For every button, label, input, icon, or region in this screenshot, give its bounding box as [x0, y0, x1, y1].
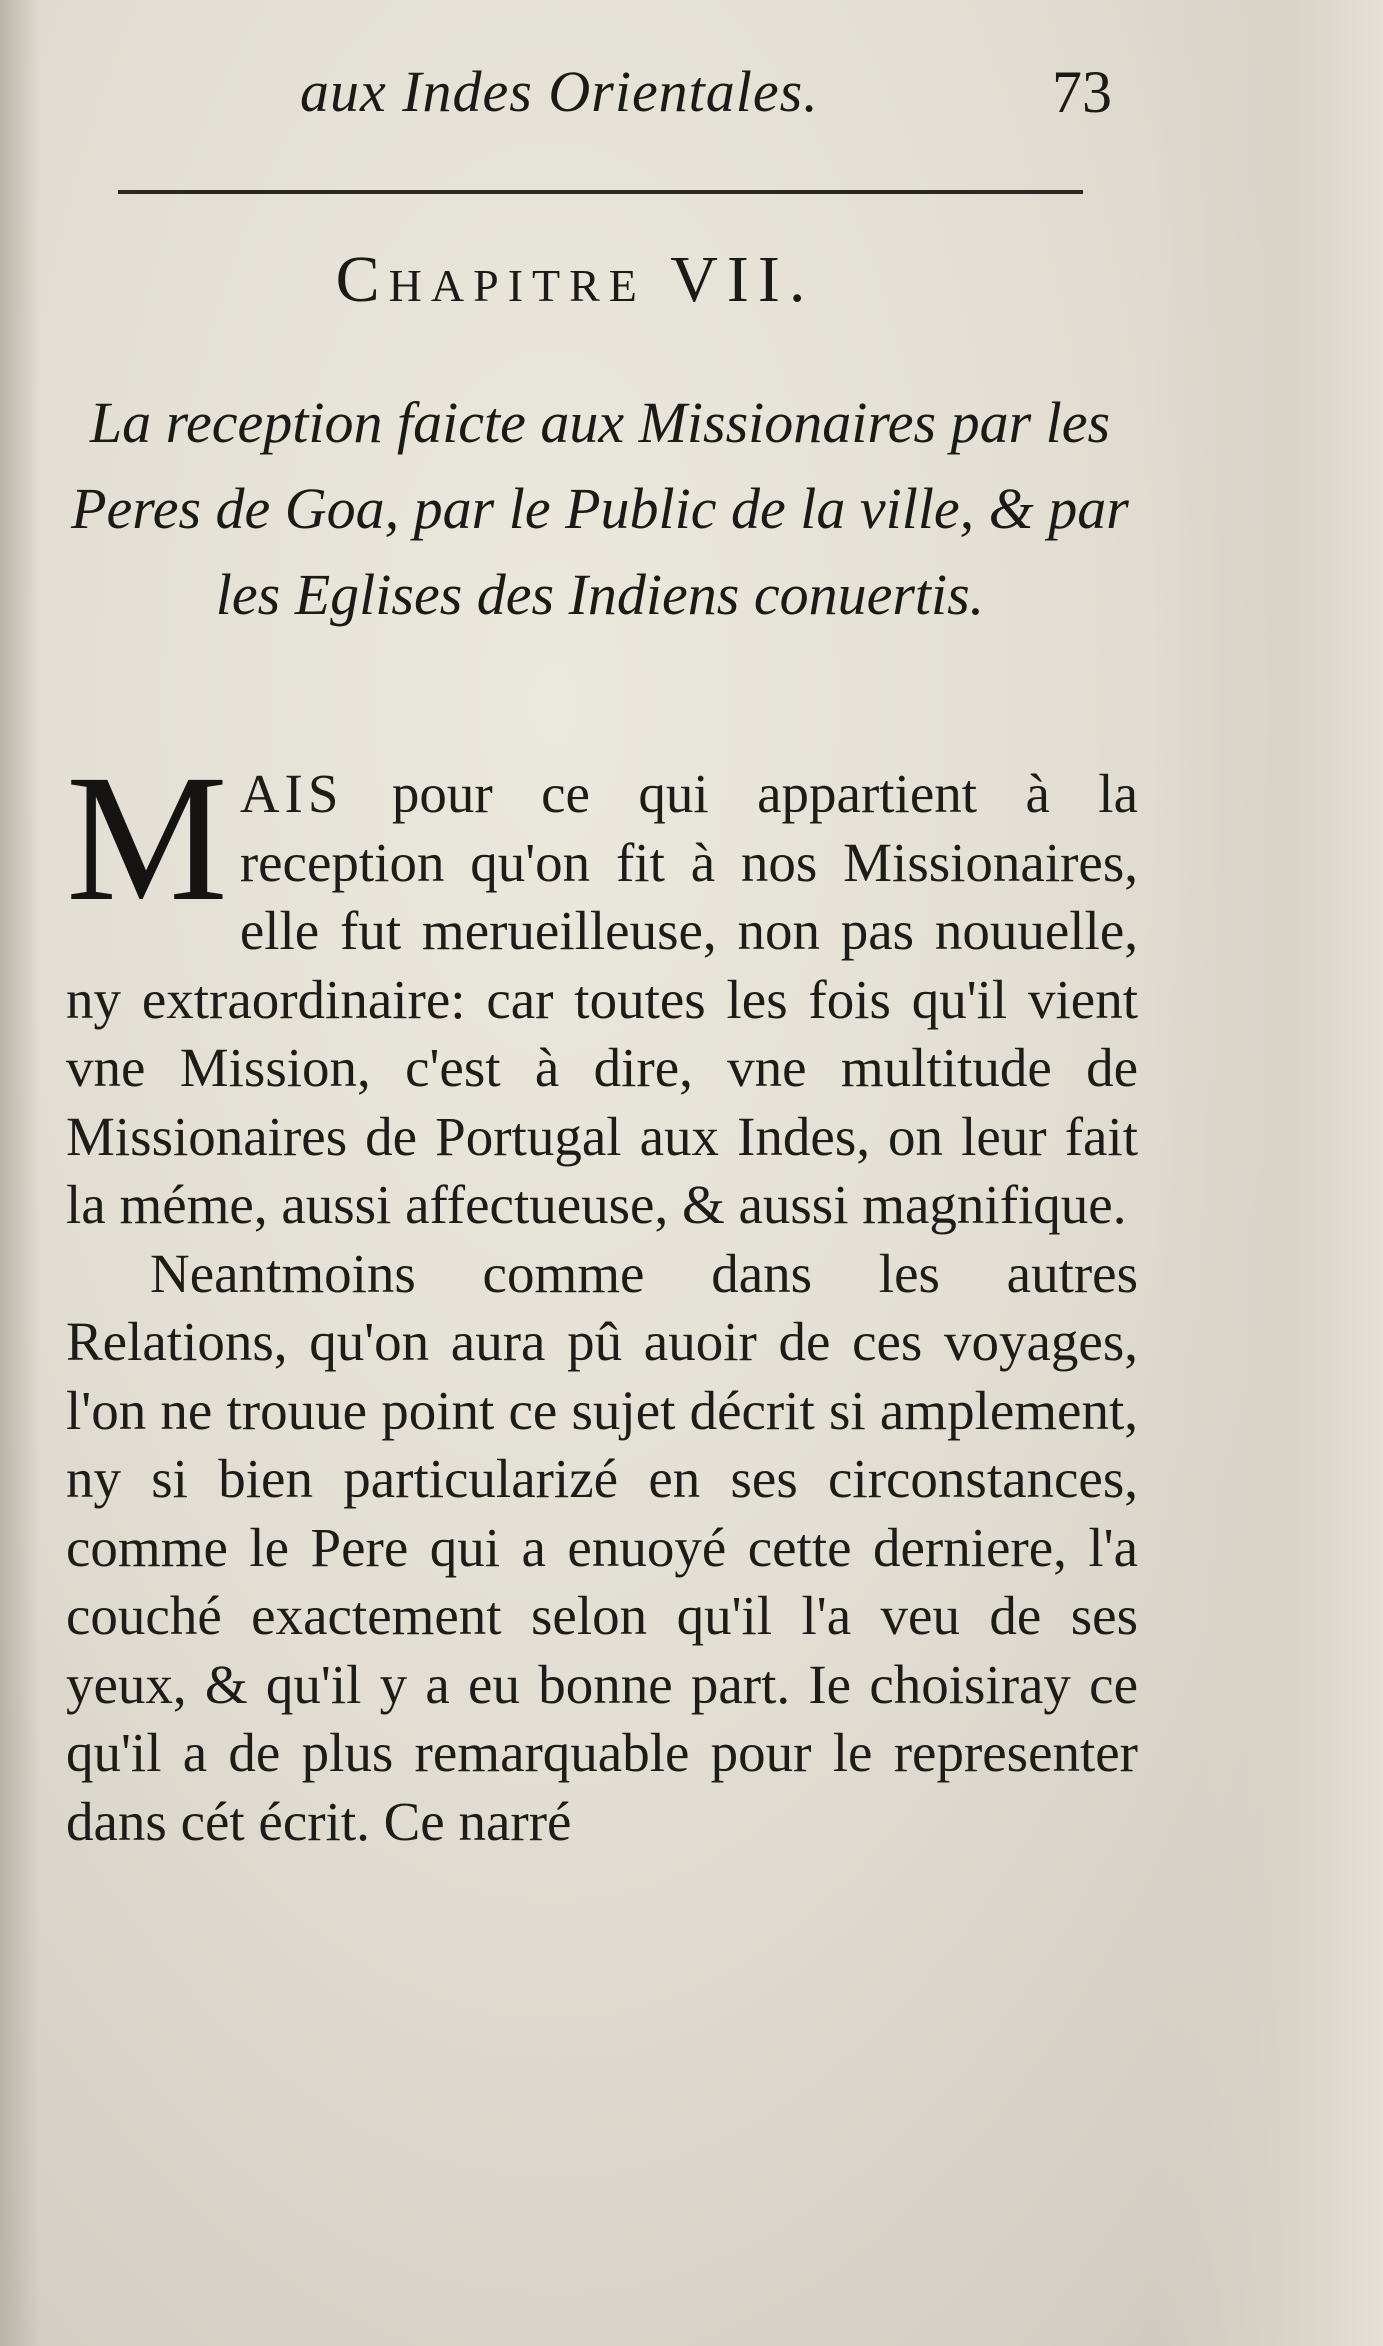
- paragraph-1: [66, 738, 1138, 1240]
- paragraph-2: Neantmoins comme dans les autres Relations, qu'on aura pû auoir de ces voyages, l'on ne trouue point ce sujet décrit si amplement, ny si bien particularizé en ses circonstances, comme le Pere qui a enuoyé cette derniere, l'a couché exactement selon qu'il l'a veu de ses yeux, & qu'il y a eu bonne part. Ie choisiray ce qu'il a de plus remarquable pour le representer dans cét écrit. Ce narré: [66, 1242, 1138, 1852]
- chapter-subtitle: La reception faicte aux Missionaires par les Peres de Goa, par le Public de la ville, & par les Eglises des Indiens conuertis.: [71, 390, 1129, 627]
- header-rule: [118, 190, 1083, 194]
- page-number: 73: [1052, 59, 1112, 125]
- lead-caps: AIS: [239, 763, 344, 824]
- paragraph-1-text: pour ce qui appartient à la reception qu'on fit à nos Missionaires, elle fut merueilleuse, non pas nouuelle, ny extraordinaire: car toutes les fois qu'il vient vne Mission, c'est à dire, vne multitude de Missionaires de Portugal aux Indes, on leur fait la méme, aussi affectueuse, & aussi magnifique.: [66, 763, 1138, 1235]
- body-text: [66, 738, 1138, 1856]
- drop-cap: M: [66, 738, 228, 939]
- running-head: aux Indes Orientales.: [300, 59, 819, 124]
- binding-shadow: [0, 0, 40, 2346]
- chapter-title: Chapitre VII.: [335, 243, 815, 316]
- page-edge: [1153, 0, 1383, 2346]
